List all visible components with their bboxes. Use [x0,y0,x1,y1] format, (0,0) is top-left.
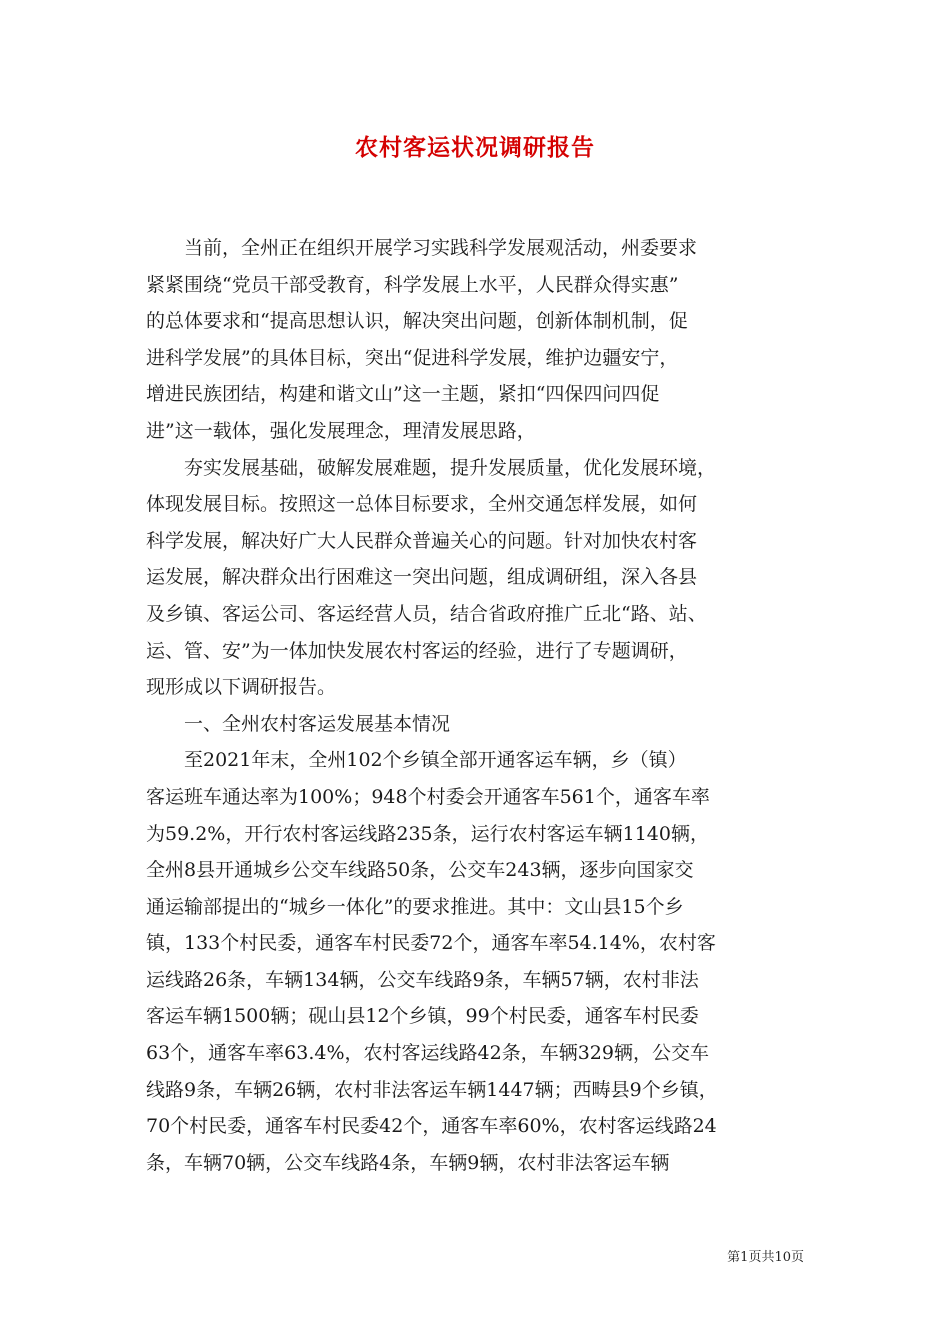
text-line: 进科学发展”的具体目标，突出“促进科学发展，维护边疆安宁， [146,346,679,369]
text-line: 通运输部提出的“城乡一体化”的要求推进。其中：文山县15个乡 [146,895,684,918]
text-line: 线路9条，车辆26辆，农村非法客运车辆1447辆；西畴县9个乡镇， [146,1078,718,1101]
text-line: 运、管、安”为一体加快发展农村客运的经验，进行了专题调研， [146,639,688,662]
text-line: 客运车辆1500辆；砚山县12个乡镇，99个村民委，通客车村民委 [146,1005,699,1028]
text-line: 科学发展，解决好广大人民群众普遍关心的问题。针对加快农村客 [146,529,698,552]
text-line: 及乡镇、客运公司、客运经营人员，结合省政府推广丘北“路、站、 [146,602,707,625]
text-line: 运发展，解决群众出行困难这一突出问题，组成调研组，深入各县 [146,566,698,589]
text-line: 的总体要求和“提高思想认识，解决突出问题，创新体制机制，促 [146,310,688,333]
text-line: 全州8县开通城乡公交车线路50条，公交车243辆，逐步向国家交 [146,859,694,882]
text-line: 63个，通客车率63.4%，农村客运线路42条，车辆329辆，公交车 [146,1042,709,1065]
section-heading: 一、全州农村客运发展基本情况 [184,712,451,735]
page-number: 第1页共10页 [727,1250,804,1265]
text-line: 夯实发展基础，破解发展难题，提升发展质量，优化发展环境， [184,456,717,479]
text-line: 至2021年末，全州102个乡镇全部开通客运车辆，乡（镇） [184,749,687,772]
document-body [146,230,806,1181]
text-line: 增进民族团结，构建和谐文山”这一主题，紧扣“四保四问四促 [146,383,660,406]
text-line: 现形成以下调研报告。 [146,676,337,699]
text-line: 客运班车通达率为100%；948个村委会开通客车561个，通客车率 [146,785,710,808]
text-line: 体现发展目标。按照这一总体目标要求，全州交通怎样发展，如何 [146,493,698,516]
text-line: 运线路26条，车辆134辆，公交车线路9条，车辆57辆，农村非法 [146,968,699,991]
text-line: 70个村民委，通客车村民委42个，通客车率60%，农村客运线路24 [146,1115,717,1138]
text-line: 紧紧围绕“党员干部受教育，科学发展上水平，人民群众得实惠” [146,273,679,296]
document-title: 农村客运状况调研报告 [355,134,595,161]
text-line: 当前，全州正在组织开展学习实践科学发展观活动，州委要求 [184,237,698,259]
text-line: 条，车辆70辆，公交车线路4条，车辆9辆，农村非法客运车辆 [146,1151,670,1174]
text-line: 进”这一载体，强化发展理念，理清发展思路， [146,419,536,442]
text-line: 为59.2%，开行农村客运线路235条，运行农村客运车辆1140辆， [146,822,709,845]
text-line: 镇，133个村民委，通客车村民委72个，通客车率54.14%，农村客 [146,932,716,955]
